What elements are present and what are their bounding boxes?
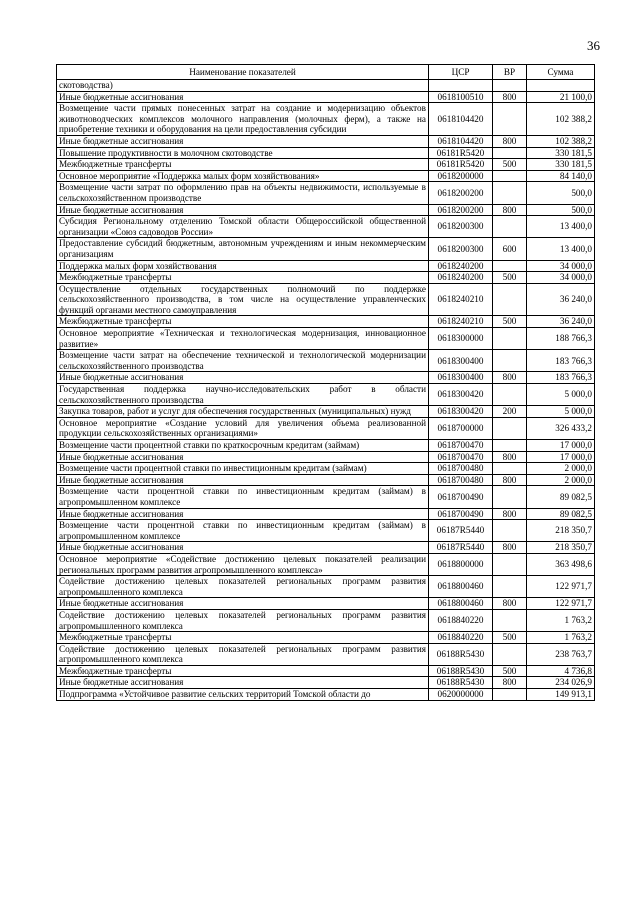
cell-name: Повышение продуктивности в молочном скотоводстве <box>57 147 429 159</box>
cell-csr: 06188R5430 <box>429 677 493 689</box>
cell-sum: 149 913,1 <box>527 689 595 701</box>
table-row <box>57 632 595 644</box>
cell-name: Возмещение части процентной ставки по инвестиционным кредитам (займам) в агропромышленном комплексе <box>57 520 429 542</box>
cell-vr: 200 <box>493 406 527 418</box>
cell-vr: 800 <box>493 474 527 486</box>
cell-sum: 183 766,3 <box>527 350 595 372</box>
cell-vr <box>493 689 527 701</box>
cell-csr: 0618240200 <box>429 260 493 272</box>
cell-vr: 800 <box>493 677 527 689</box>
header-csr: ЦСР <box>429 65 493 80</box>
cell-sum: 330 181,5 <box>527 159 595 171</box>
cell-csr: 0618700000 <box>429 417 493 439</box>
cell-csr: 0618800000 <box>429 553 493 575</box>
cell-name: Возмещение части затрат на обеспечение технической и технологической модернизации сельскохозяйственного производства <box>57 350 429 372</box>
cell-csr: 06181R5420 <box>429 147 493 159</box>
table-row <box>57 328 595 350</box>
table-row <box>57 147 595 159</box>
table-row <box>57 609 595 631</box>
cell-csr: 0618200300 <box>429 216 493 238</box>
cell-vr <box>493 576 527 598</box>
cell-vr: 800 <box>493 204 527 216</box>
cell-csr: 0618200200 <box>429 204 493 216</box>
cell-vr: 500 <box>493 272 527 284</box>
cell-name: Государственная поддержка научно-исследовательских работ в области сельскохозяйственного производства <box>57 384 429 406</box>
cell-name: Возмещение части процентной ставки по инвестиционным кредитам (займам) в агропромышленном комплексе <box>57 486 429 508</box>
table-row <box>57 283 595 316</box>
cell-vr <box>493 260 527 272</box>
cell-sum: 122 971,7 <box>527 598 595 610</box>
cell-sum: 4 736,8 <box>527 665 595 677</box>
cell-csr: 0620000000 <box>429 689 493 701</box>
cell-vr: 800 <box>493 135 527 147</box>
cell-name: Поддержка малых форм хозяйствования <box>57 260 429 272</box>
cell-vr: 800 <box>493 372 527 384</box>
cell-name: Осуществление отдельных государственных полномочий по поддержке сельскохозяйственного производства, в том числе на осуществление управленческих функций органами местного самоуправления <box>57 283 429 316</box>
cell-sum: 2 000,0 <box>527 474 595 486</box>
table-row <box>57 170 595 182</box>
cell-name: Содействие достижению целевых показателей региональных программ развития агропромышленного комплекса <box>57 643 429 665</box>
cell-name: Содействие достижению целевых показателей региональных программ развития агропромышленного комплекса <box>57 609 429 631</box>
budget-table <box>56 64 595 701</box>
cell-sum: 1 763,2 <box>527 609 595 631</box>
page-number: 36 <box>587 38 600 53</box>
table-row <box>57 417 595 439</box>
cell-name: Закупка товаров, работ и услуг для обеспечения государственных (муниципальных) нужд <box>57 406 429 418</box>
table-row <box>57 216 595 238</box>
table-row <box>57 576 595 598</box>
cell-vr <box>493 553 527 575</box>
cell-name: Предоставление субсидий бюджетным, автономным учреждениям и иным некоммерческим организациям <box>57 238 429 260</box>
cell-csr <box>429 80 493 92</box>
cell-csr: 0618240210 <box>429 316 493 328</box>
table-row <box>57 159 595 171</box>
cell-csr: 0618840220 <box>429 632 493 644</box>
cell-name: Иные бюджетные ассигнования <box>57 135 429 147</box>
cell-csr: 0618840220 <box>429 609 493 631</box>
cell-name: Иные бюджетные ассигнования <box>57 542 429 554</box>
cell-name: Иные бюджетные ассигнования <box>57 204 429 216</box>
cell-sum: 36 240,0 <box>527 316 595 328</box>
cell-name: Иные бюджетные ассигнования <box>57 474 429 486</box>
cell-csr: 0618800460 <box>429 576 493 598</box>
cell-name: Основное мероприятие «Техническая и технологическая модернизация, инновационное развитие» <box>57 328 429 350</box>
cell-sum: 218 350,7 <box>527 520 595 542</box>
cell-sum: 84 140,0 <box>527 170 595 182</box>
cell-sum: 13 400,0 <box>527 238 595 260</box>
cell-sum: 34 000,0 <box>527 260 595 272</box>
cell-vr: 800 <box>493 542 527 554</box>
table-row <box>57 238 595 260</box>
cell-name: Субсидия Региональному отделению Томской области Общероссийской общественной организации «Союз садоводов России» <box>57 216 429 238</box>
cell-name: Основное мероприятие «Создание условий для увеличения объема реализованной продукции сельскохозяйственных организациями» <box>57 417 429 439</box>
table-row <box>57 643 595 665</box>
cell-name: Возмещение части процентной ставки по краткосрочным кредитам (займам) <box>57 440 429 452</box>
table-row <box>57 204 595 216</box>
table-row <box>57 91 595 103</box>
cell-sum: 89 082,5 <box>527 508 595 520</box>
cell-csr: 0618200300 <box>429 238 493 260</box>
table-row <box>57 474 595 486</box>
table-row <box>57 406 595 418</box>
table-row <box>57 542 595 554</box>
cell-sum: 2 000,0 <box>527 463 595 475</box>
table-row <box>57 182 595 204</box>
cell-csr: 0618800460 <box>429 598 493 610</box>
table-row <box>57 260 595 272</box>
cell-csr: 0618300400 <box>429 350 493 372</box>
cell-csr: 0618240200 <box>429 272 493 284</box>
cell-sum: 500,0 <box>527 182 595 204</box>
cell-vr: 800 <box>493 598 527 610</box>
cell-name: Межбюджетные трансферты <box>57 272 429 284</box>
cell-vr <box>493 103 527 136</box>
cell-name: Возмещение части процентной ставки по инвестиционным кредитам (займам) <box>57 463 429 475</box>
cell-csr: 06188R5430 <box>429 643 493 665</box>
cell-sum: 5 000,0 <box>527 384 595 406</box>
cell-vr <box>493 170 527 182</box>
cell-sum: 238 763,7 <box>527 643 595 665</box>
cell-sum: 363 498,6 <box>527 553 595 575</box>
table-row <box>57 272 595 284</box>
cell-name: Иные бюджетные ассигнования <box>57 508 429 520</box>
cell-name: Межбюджетные трансферты <box>57 159 429 171</box>
cell-vr: 800 <box>493 508 527 520</box>
cell-csr: 0618300420 <box>429 384 493 406</box>
cell-sum: 330 181,5 <box>527 147 595 159</box>
cell-vr: 600 <box>493 238 527 260</box>
cell-name: Основное мероприятие «Содействие достижению целевых показателей реализации региональных программ развития агропромышленного комплекса» <box>57 553 429 575</box>
table-row <box>57 689 595 701</box>
cell-sum: 500,0 <box>527 204 595 216</box>
table-row <box>57 372 595 384</box>
table-row <box>57 665 595 677</box>
cell-csr: 0618700490 <box>429 508 493 520</box>
cell-csr: 06188R5430 <box>429 665 493 677</box>
table-row <box>57 451 595 463</box>
header-vr: ВР <box>493 65 527 80</box>
cell-sum: 34 000,0 <box>527 272 595 284</box>
table-row <box>57 520 595 542</box>
cell-name: Содействие достижению целевых показателей региональных программ развития агропромышленного комплекса <box>57 576 429 598</box>
cell-csr: 0618240210 <box>429 283 493 316</box>
table-row <box>57 553 595 575</box>
cell-vr: 500 <box>493 316 527 328</box>
cell-sum <box>527 80 595 92</box>
cell-csr: 0618700480 <box>429 463 493 475</box>
table-row <box>57 350 595 372</box>
cell-sum: 36 240,0 <box>527 283 595 316</box>
cell-csr: 0618300420 <box>429 406 493 418</box>
cell-csr: 06187R5440 <box>429 520 493 542</box>
cell-sum: 188 766,3 <box>527 328 595 350</box>
cell-sum: 234 026,9 <box>527 677 595 689</box>
cell-sum: 17 000,0 <box>527 440 595 452</box>
cell-sum: 183 766,3 <box>527 372 595 384</box>
cell-sum: 122 971,7 <box>527 576 595 598</box>
cell-sum: 5 000,0 <box>527 406 595 418</box>
header-sum: Сумма <box>527 65 595 80</box>
table-row <box>57 316 595 328</box>
table-header-row <box>57 65 595 80</box>
cell-name: Иные бюджетные ассигнования <box>57 372 429 384</box>
cell-vr <box>493 643 527 665</box>
cell-csr: 0618100510 <box>429 91 493 103</box>
cell-name: Возмещение части прямых понесенных затрат на создание и модернизацию объектов животноводческих комплексов молочного направления (молочных ферм), а также на приобретение техники и оборудования на цели предоставления субсидии <box>57 103 429 136</box>
cell-vr <box>493 440 527 452</box>
cell-vr: 500 <box>493 159 527 171</box>
cell-name: Иные бюджетные ассигнования <box>57 91 429 103</box>
cell-name: Межбюджетные трансферты <box>57 632 429 644</box>
cell-csr: 0618700490 <box>429 486 493 508</box>
cell-csr: 0618300000 <box>429 328 493 350</box>
cell-sum: 13 400,0 <box>527 216 595 238</box>
cell-sum: 102 388,2 <box>527 103 595 136</box>
cell-vr <box>493 384 527 406</box>
table-row <box>57 135 595 147</box>
cell-vr <box>493 328 527 350</box>
cell-csr: 06181R5420 <box>429 159 493 171</box>
cell-csr: 0618104420 <box>429 103 493 136</box>
cell-name: Основное мероприятие «Поддержка малых форм хозяйствования» <box>57 170 429 182</box>
header-name: Наименование показателей <box>57 65 429 80</box>
cell-name: Иные бюджетные ассигнования <box>57 677 429 689</box>
cell-name: Возмещение части затрат по оформлению прав на объекты недвижимости, используемые в сельскохозяйственном производстве <box>57 182 429 204</box>
cell-vr <box>493 283 527 316</box>
table-row <box>57 103 595 136</box>
table-row <box>57 80 595 92</box>
cell-name: Иные бюджетные ассигнования <box>57 451 429 463</box>
cell-sum: 1 763,2 <box>527 632 595 644</box>
cell-csr: 0618300400 <box>429 372 493 384</box>
cell-vr <box>493 463 527 475</box>
cell-vr <box>493 520 527 542</box>
cell-name: Межбюджетные трансферты <box>57 665 429 677</box>
cell-vr: 800 <box>493 451 527 463</box>
cell-vr <box>493 182 527 204</box>
cell-vr: 500 <box>493 665 527 677</box>
cell-sum: 17 000,0 <box>527 451 595 463</box>
table-row <box>57 677 595 689</box>
cell-vr: 800 <box>493 91 527 103</box>
cell-csr: 0618104420 <box>429 135 493 147</box>
cell-vr <box>493 147 527 159</box>
cell-vr <box>493 417 527 439</box>
cell-name: скотоводства) <box>57 80 429 92</box>
cell-sum: 326 433,2 <box>527 417 595 439</box>
cell-name: Иные бюджетные ассигнования <box>57 598 429 610</box>
cell-sum: 102 388,2 <box>527 135 595 147</box>
cell-vr <box>493 80 527 92</box>
cell-csr: 0618200200 <box>429 182 493 204</box>
cell-sum: 89 082,5 <box>527 486 595 508</box>
table-row <box>57 508 595 520</box>
cell-sum: 218 350,7 <box>527 542 595 554</box>
table-body <box>57 80 595 701</box>
table-row <box>57 440 595 452</box>
cell-vr: 500 <box>493 632 527 644</box>
table-row <box>57 463 595 475</box>
cell-name: Межбюджетные трансферты <box>57 316 429 328</box>
cell-sum: 21 100,0 <box>527 91 595 103</box>
cell-csr: 06187R5440 <box>429 542 493 554</box>
cell-csr: 0618200000 <box>429 170 493 182</box>
cell-vr <box>493 609 527 631</box>
cell-vr <box>493 216 527 238</box>
table-row <box>57 486 595 508</box>
table-row <box>57 598 595 610</box>
cell-vr <box>493 350 527 372</box>
cell-csr: 0618700470 <box>429 451 493 463</box>
cell-vr <box>493 486 527 508</box>
cell-name: Подпрограмма «Устойчивое развитие сельских территорий Томской области до <box>57 689 429 701</box>
cell-csr: 0618700470 <box>429 440 493 452</box>
cell-csr: 0618700480 <box>429 474 493 486</box>
table-row <box>57 384 595 406</box>
